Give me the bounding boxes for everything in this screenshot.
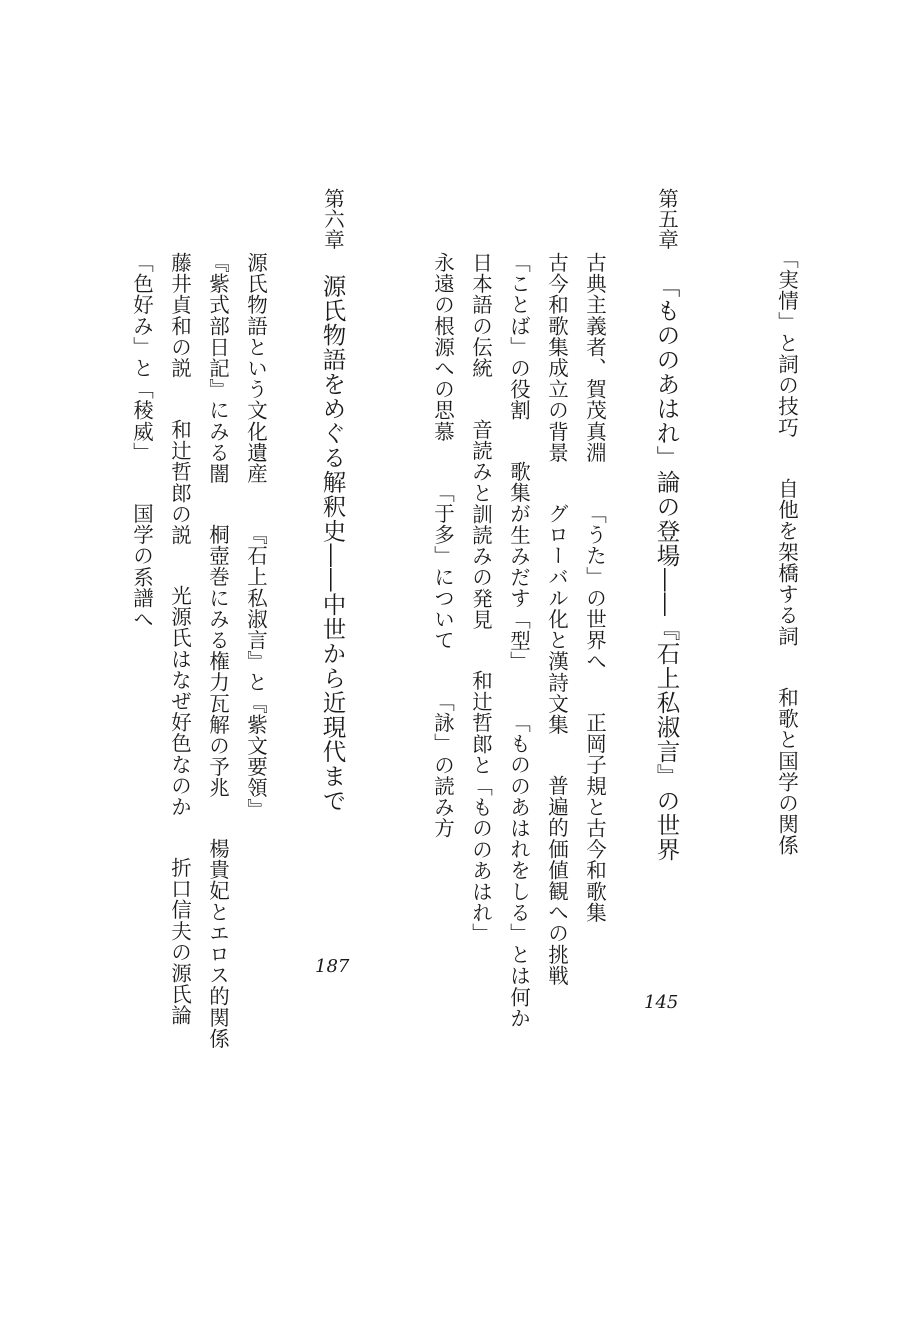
section: 正岡子規と古今和歌集 bbox=[582, 711, 607, 923]
section: 「うた」の世界へ bbox=[582, 503, 607, 672]
section: 歌集が生みだす「型」 bbox=[506, 460, 531, 672]
section: 古典主義者、賀茂真淵 bbox=[582, 252, 607, 463]
topic: 自他を架橋する詞 bbox=[774, 477, 799, 647]
chapter-6-heading[interactable] bbox=[318, 188, 347, 813]
chapter-title: 「もののあはれ」論の登場――『石上私淑言』の世界 bbox=[652, 273, 681, 862]
section: 「詠」の読み方 bbox=[430, 690, 455, 839]
topic: 和歌と国学の関係 bbox=[774, 686, 799, 856]
chapter-6-line bbox=[169, 252, 190, 1026]
chapter-6-page-number: 187 bbox=[315, 956, 350, 977]
chapter-5-heading[interactable] bbox=[652, 188, 681, 862]
section: 「色好み」と「稜威」 bbox=[129, 252, 154, 463]
chapter-5-line bbox=[432, 252, 453, 838]
section: 永遠の根源への思慕 bbox=[430, 252, 455, 442]
section: 日本語の伝統 bbox=[468, 252, 493, 379]
section: 普遍的価値観への挑戦 bbox=[544, 775, 569, 987]
chapter-5-page-number: 145 bbox=[644, 992, 679, 1013]
section: 「もののあはれをしる」とは何か bbox=[506, 711, 531, 1029]
section: 国学の系譜へ bbox=[129, 503, 154, 630]
chapter-5-line bbox=[546, 252, 567, 986]
section: 楊貴妃とエロス的関係 bbox=[205, 838, 230, 1050]
section: 和辻哲郎の説 bbox=[167, 418, 192, 546]
section: 『紫式部日記』にみる闇 bbox=[205, 252, 230, 485]
section: 和辻哲郎と「もののあはれ」 bbox=[468, 669, 493, 944]
chapter-title: 源氏物語をめぐる解釈史――中世から近現代まで bbox=[318, 273, 347, 813]
topic: 「実情」と詞の技巧 bbox=[774, 248, 799, 438]
section: 光源氏はなぜ好色なのか bbox=[167, 585, 192, 818]
section: 古今和歌集成立の背景 bbox=[544, 252, 569, 463]
section: 藤井貞和の説 bbox=[167, 252, 192, 379]
chapter-number: 第六章 bbox=[320, 188, 345, 250]
chapter-5-line bbox=[584, 252, 605, 923]
section: 桐壺巻にみる権力瓦解の予兆 bbox=[205, 524, 230, 799]
section: 『石上私淑言』と『紫文要領』 bbox=[243, 524, 268, 820]
prev-chapter-topics bbox=[776, 248, 797, 856]
chapter-5-line bbox=[508, 252, 529, 1028]
chapter-6-line bbox=[131, 252, 152, 630]
chapter-number: 第五章 bbox=[654, 188, 679, 250]
section: グローバル化と漢詩文集 bbox=[544, 503, 569, 736]
section: 折口信夫の源氏論 bbox=[167, 857, 192, 1027]
section: 源氏物語という文化遺産 bbox=[243, 252, 268, 485]
chapter-5-line bbox=[470, 252, 491, 944]
chapter-6-line bbox=[207, 252, 228, 1049]
section: 音読みと訓読みの発見 bbox=[468, 418, 493, 630]
section: 「ことば」の役割 bbox=[506, 252, 531, 421]
section: 「于多」について bbox=[430, 481, 455, 651]
chapter-6-line bbox=[245, 252, 266, 820]
